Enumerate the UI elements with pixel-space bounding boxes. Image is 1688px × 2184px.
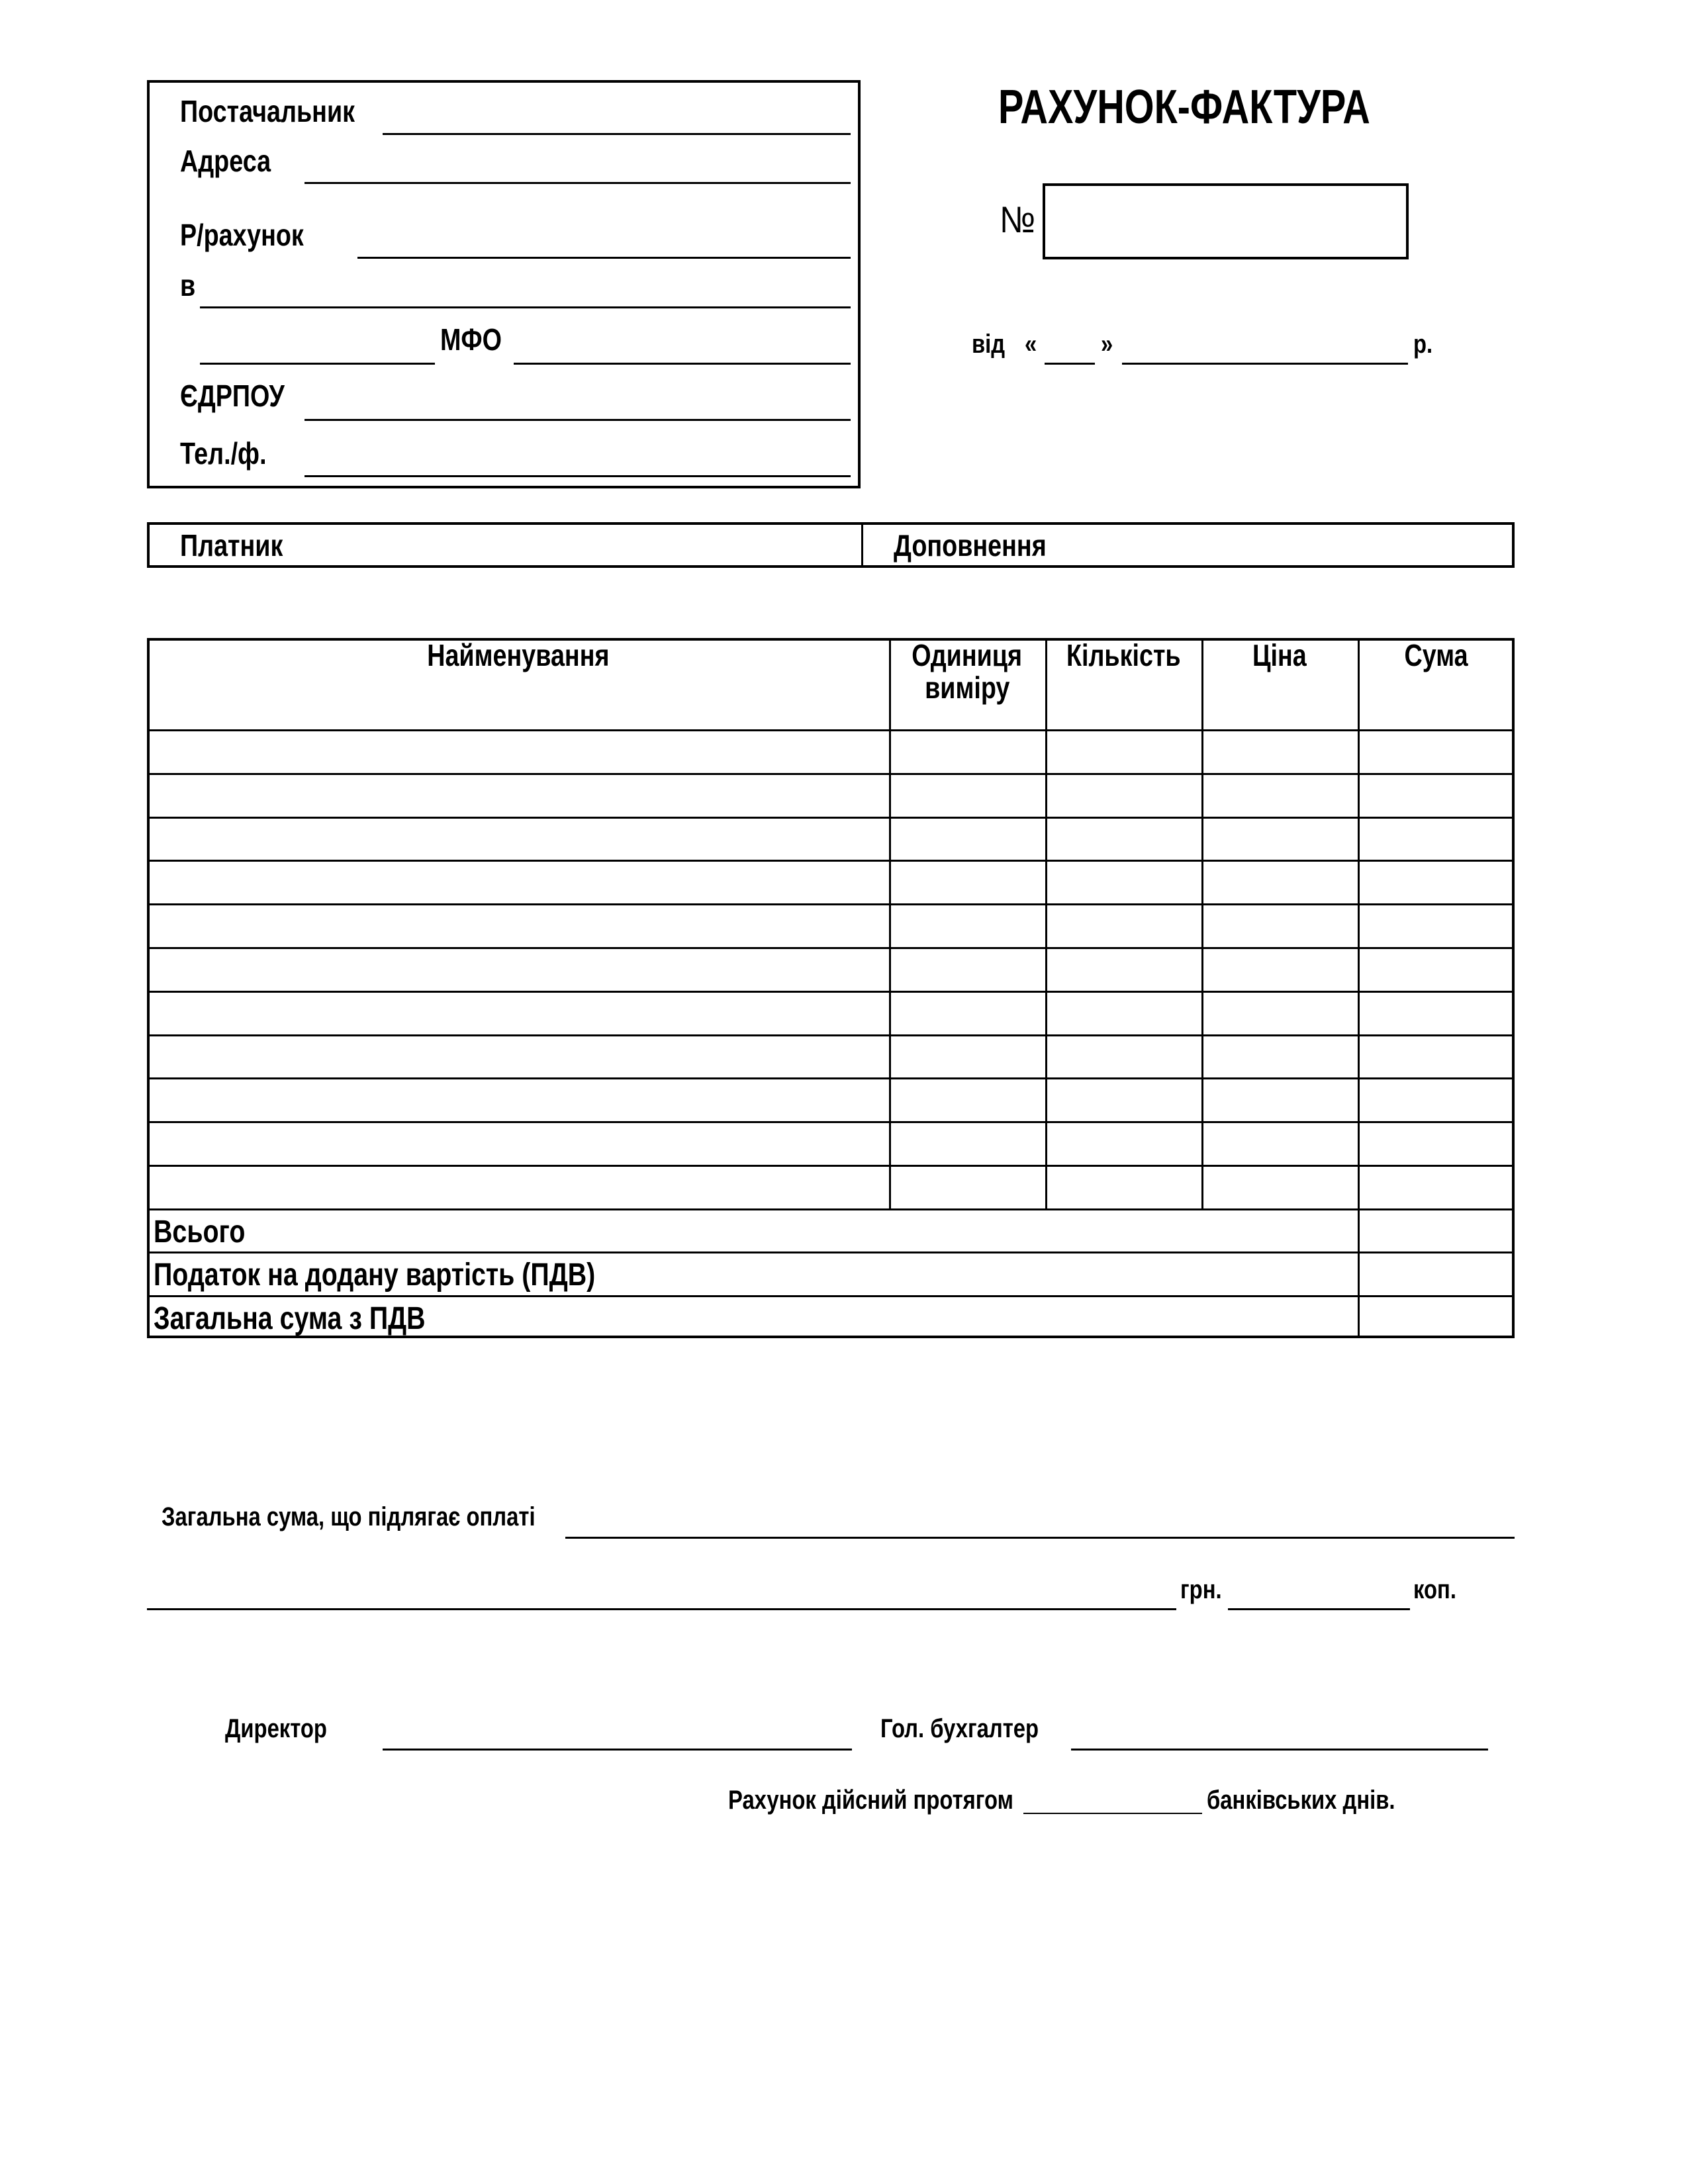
supplier-box	[147, 80, 861, 488]
table-row	[147, 817, 1515, 819]
table-row	[147, 1208, 1515, 1210]
header-quantity: Кількість	[1066, 638, 1181, 672]
header-name: Найменування	[426, 638, 610, 672]
header-sum: Сума	[1404, 638, 1468, 672]
director-signature-field[interactable]	[383, 1749, 852, 1751]
address-label: Адреса	[180, 144, 271, 178]
total-with-vat-label: Загальна сума з ПДВ	[154, 1301, 426, 1336]
uah-label: грн.	[1180, 1575, 1222, 1604]
items-table	[147, 638, 1515, 1338]
table-row	[147, 1251, 1515, 1253]
edrpou-label: ЄДРПОУ	[180, 379, 285, 413]
header-price: Ціна	[1252, 638, 1307, 672]
table-row	[147, 1077, 1515, 1079]
kop-field[interactable]	[1228, 1608, 1410, 1610]
table-row	[147, 773, 1515, 775]
edrpou-field[interactable]	[305, 419, 851, 421]
col-divider-price	[1358, 638, 1360, 1338]
phone-label: Тел./ф.	[180, 436, 267, 471]
account-label: Р/рахунок	[180, 218, 304, 252]
bank-in-label: в	[180, 268, 196, 302]
total-label: Всього	[154, 1214, 246, 1250]
account-field[interactable]	[357, 257, 851, 259]
chief-accountant-signature-field[interactable]	[1071, 1749, 1488, 1751]
validity-days-field[interactable]	[1023, 1813, 1202, 1814]
table-row	[147, 1034, 1515, 1036]
validity-suffix: банківських днів.	[1207, 1786, 1395, 1815]
addition-label[interactable]: Доповнення	[894, 528, 1047, 563]
vat-label: Податок на додану вартість (ПДВ)	[154, 1257, 596, 1293]
table-row	[147, 1165, 1515, 1167]
kop-label: коп.	[1413, 1575, 1456, 1604]
date-day-field[interactable]	[1045, 363, 1095, 365]
table-row	[147, 1295, 1515, 1297]
number-label: №	[1000, 199, 1036, 240]
supplier-label: Постачальник	[180, 94, 355, 128]
mfo-field[interactable]	[514, 363, 851, 365]
invoice-number-field[interactable]	[1043, 183, 1409, 259]
header-unit-line2: виміру	[924, 670, 1010, 705]
table-row	[147, 991, 1515, 993]
payer-divider	[861, 522, 863, 568]
address-field[interactable]	[305, 182, 851, 184]
bank-extra-field[interactable]	[200, 363, 435, 365]
date-year-suffix: р.	[1413, 330, 1433, 359]
date-from-label: від	[972, 330, 1006, 359]
header-unit-line1: Одиниця	[912, 638, 1023, 672]
payer-row	[147, 522, 1515, 568]
date-quote-close: »	[1101, 330, 1113, 359]
amount-due-label: Загальна сума, що підлягає оплаті	[162, 1502, 536, 1531]
document-title: РАХУНОК-ФАКТУРА	[998, 81, 1370, 134]
supplier-field[interactable]	[383, 133, 851, 135]
table-row	[147, 1121, 1515, 1123]
payer-label[interactable]: Платник	[180, 528, 283, 563]
table-row	[147, 860, 1515, 862]
director-label: Директор	[225, 1714, 327, 1743]
mfo-label: МФО	[440, 322, 502, 357]
amount-words-field[interactable]	[147, 1608, 1176, 1610]
date-quote-open: «	[1025, 330, 1037, 359]
phone-field[interactable]	[305, 475, 851, 477]
table-row	[147, 947, 1515, 949]
bank-field[interactable]	[200, 306, 851, 308]
validity-prefix: Рахунок дійсний протягом	[728, 1786, 1013, 1815]
amount-due-field[interactable]	[565, 1537, 1515, 1539]
table-row	[147, 903, 1515, 905]
date-month-year-field[interactable]	[1122, 363, 1408, 365]
total-with-vat-value-cell[interactable]	[1360, 1297, 1513, 1337]
chief-accountant-label: Гол. бухгалтер	[880, 1714, 1039, 1743]
vat-value-cell[interactable]	[1360, 1254, 1513, 1294]
table-header-divider	[147, 729, 1515, 731]
total-value-cell[interactable]	[1360, 1210, 1513, 1250]
